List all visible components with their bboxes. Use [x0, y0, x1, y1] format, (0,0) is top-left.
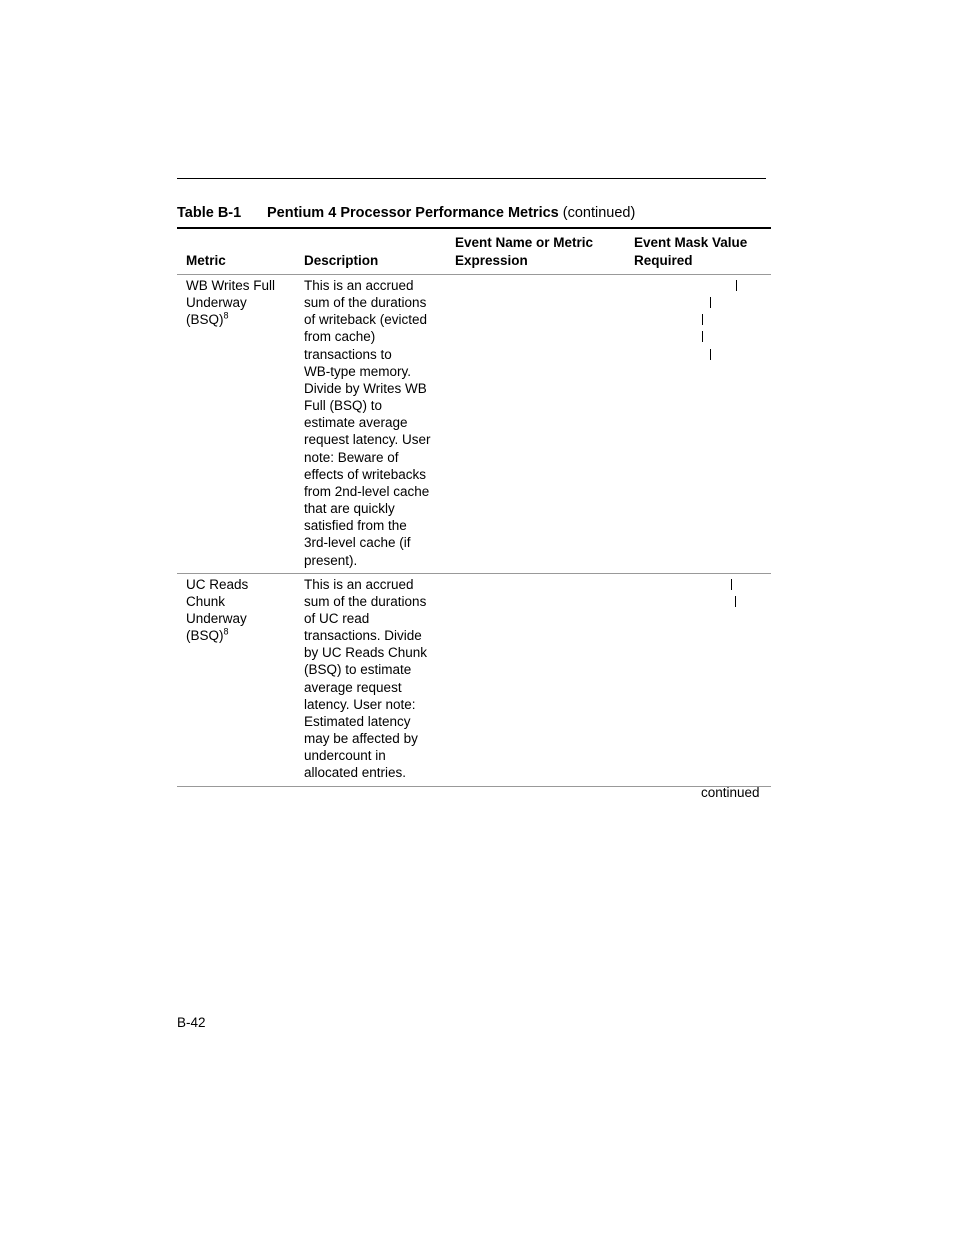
- event-name-cell: [455, 275, 634, 574]
- change-bar: [702, 314, 703, 325]
- change-bar: [731, 579, 732, 590]
- table-title-suffix: (continued): [562, 205, 636, 221]
- header-event-mask: Event Mask Value Required: [634, 235, 748, 268]
- event-name-cell: [455, 573, 634, 786]
- footnote-marker: 8: [223, 626, 229, 637]
- table-title: Pentium 4 Processor Performance Metrics: [267, 205, 559, 221]
- header-metric: Metric: [186, 253, 226, 268]
- change-bar: [735, 596, 736, 607]
- event-mask-cell: [634, 275, 771, 574]
- table-caption: [177, 205, 635, 221]
- table-number: Table B-1: [177, 205, 242, 221]
- table-row: [177, 573, 771, 786]
- metrics-table: [177, 227, 771, 787]
- change-bar: [702, 331, 703, 342]
- change-bar: [710, 349, 711, 360]
- top-rule: [177, 178, 766, 179]
- page-number: B-42: [177, 1015, 206, 1030]
- header-description: Description: [304, 253, 379, 268]
- table-row: [177, 275, 771, 574]
- table-header-row: [177, 228, 771, 275]
- description-cell: This is an accrued sum of the durations of writeback (evicted from cache) transactions to WB-type memory. Divide by Writes WB Full (BSQ) to estimate average request latency. User note: Beware of effects of writebacks from 2nd-level cache that are quickly satisfied from the 3rd-level cache (if present).: [304, 278, 431, 568]
- header-event-name: Event Name or Metric Expression: [455, 235, 594, 268]
- description-cell: This is an accrued sum of the durations of UC read transactions. Divide by UC Reads Chunk (BSQ) to estimate average request latency. User note: Estimated latency may be affected by undercount in allocated entries.: [304, 576, 428, 781]
- footnote-marker: 8: [223, 310, 229, 321]
- continued-label: continued: [701, 785, 760, 800]
- event-mask-cell: [634, 573, 771, 786]
- metric-cell: WB Writes Full Underway (BSQ)$^8$: [186, 278, 276, 328]
- change-bar: [736, 280, 737, 291]
- change-bar: [710, 297, 711, 308]
- metric-cell: UC Reads Chunk Underway (BSQ)$^8$: [186, 576, 249, 644]
